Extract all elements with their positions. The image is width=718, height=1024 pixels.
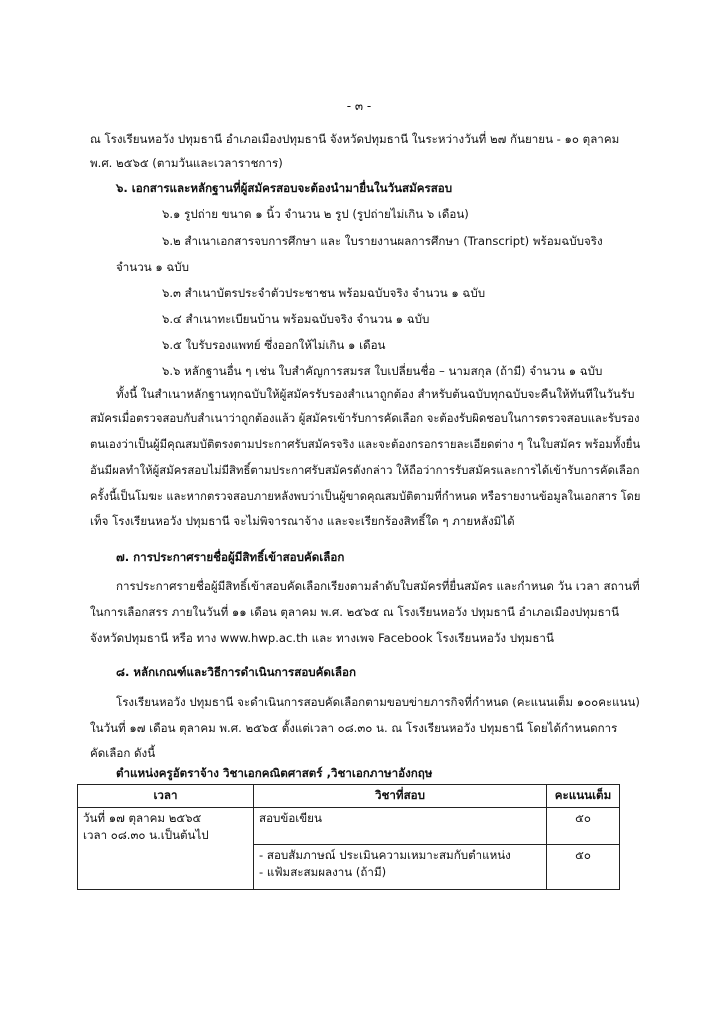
- paragraph-line: ในวันที่ ๑๗ เดือน ตุลาคม พ.ศ. ๒๕๖๕ ตั้งแต่เวลา ๐๘.๓๐ น. ณ โรงเรียนหอวัง ปทุมธานี โดยได้กำหนดการ: [90, 721, 618, 735]
- subject-cell: สอบข้อเขียน: [254, 808, 547, 845]
- score-cell: ๕๐: [547, 845, 620, 890]
- list-item: ๖.๒ สำเนาเอกสารจบการศึกษา และ ใบรายงานผลการศึกษา (Transcript) พร้อมฉบับจริง: [162, 234, 603, 248]
- page-number: - ๓ -: [346, 99, 372, 113]
- paragraph-line: คัดเลือก ดังนี้: [90, 746, 156, 760]
- list-item: ๖.๓ สำเนาบัตรประจำตัวประชาชน พร้อมฉบับจริง จำนวน ๑ ฉบับ: [162, 286, 486, 300]
- subject-line: - สอบสัมภาษณ์ ประเมินความเหมาะสมกับตำแหน่ง: [259, 848, 511, 862]
- section-6-heading: ๖. เอกสารและหลักฐานที่ผู้สมัครสอบจะต้องนำมายื่นในวันสมัครสอบ: [116, 181, 453, 195]
- list-item: ๖.๑ รูปถ่าย ขนาด ๑ นิ้ว จำนวน ๒ รูป (รูปถ่ายไม่เกิน ๖ เดือน): [162, 207, 469, 221]
- paragraph-line: พ.ศ. ๒๕๖๕ (ตามวันและเวลาราชการ): [90, 156, 283, 170]
- paragraph-line: ทั้งนี้ ในสำเนาหลักฐานทุกฉบับให้ผู้สมัครรับรองสำเนาถูกต้อง สำหรับต้นฉบับทุกฉบับจะคืนให้ทันทีในวันรับ: [116, 387, 635, 401]
- header-score: คะแนนเต็ม: [547, 785, 620, 808]
- header-subject: วิชาที่สอบ: [254, 785, 547, 808]
- paragraph-line: อันมีผลทำให้ผู้สมัครสอบไม่มีสิทธิ์ตามประกาศรับสมัครดังกล่าว ให้ถือว่าการรับสมัครและการได้เข้ารับการคัดเลือก: [90, 463, 640, 477]
- paragraph-line: ครั้งนี้เป็นโมฆะ และหากตรวจสอบภายหลังพบว่าเป็นผู้ขาดคุณสมบัติตามที่กำหนด หรือรายงานข้อมูลในเอกสาร โดย: [90, 489, 641, 503]
- time-cell: [78, 808, 254, 890]
- score-cell: ๕๐: [547, 808, 620, 845]
- paragraph-line: การประกาศรายชื่อผู้มีสิทธิ์เข้าสอบคัดเลือกเรียงตามลำดับใบสมัครที่ยื่นสมัคร และกำหนด วัน เวลา สถานที่: [116, 579, 640, 593]
- section-7-heading: ๗. การประกาศรายชื่อผู้มีสิทธิ์เข้าสอบคัดเลือก: [116, 550, 345, 564]
- subject-line: - แฟ้มสะสมผลงาน (ถ้ามี): [259, 865, 387, 879]
- paragraph-line: ในการเลือกสรร ภายในวันที่ ๑๑ เดือน ตุลาคม พ.ศ. ๒๕๖๕ ณ โรงเรียนหอวัง ปทุมธานี อำเภอเมืองปทุมธานี: [90, 605, 620, 619]
- subject-cell: [254, 845, 547, 890]
- paragraph-line: เท็จ โรงเรียนหอวัง ปทุมธานี จะไม่พิจารณาจ้าง และจะเรียกร้องสิทธิ์ใด ๆ ภายหลังมิได้: [90, 514, 515, 528]
- exam-schedule-table: [77, 784, 620, 890]
- paragraph-line: จังหวัดปทุมธานี หรือ ทาง www.hwp.ac.th และ ทางเพจ Facebook โรงเรียนหอวัง ปทุมธานี: [90, 631, 554, 645]
- list-item: ๖.๖ หลักฐานอื่น ๆ เช่น ใบสำคัญการสมรส ใบเปลี่ยนชื่อ – นามสกุล (ถ้ามี) จำนวน ๑ ฉบับ: [162, 364, 603, 378]
- paragraph-line: สมัครเมื่อตรวจสอบกับสำเนาว่าถูกต้องแล้ว ผู้สมัครเข้ารับการคัดเลือก จะต้องรับผิดชอบในการตรวจสอบและรับรอง: [90, 411, 640, 425]
- table-header-row: [78, 785, 620, 808]
- list-item: ๖.๔ สำเนาทะเบียนบ้าน พร้อมฉบับจริง จำนวน ๑ ฉบับ: [162, 312, 430, 326]
- paragraph-line: ตนเองว่าเป็นผู้มีคุณสมบัติตรงตามประกาศรับสมัครจริง และจะต้องกรอกรายละเอียดต่าง ๆ ในใบสมัคร พร้อมทั้งยื่น: [90, 437, 641, 451]
- list-item: ๖.๕ ใบรับรองแพทย์ ซึ่งออกให้ไม่เกิน ๑ เดือน: [162, 338, 386, 352]
- exam-time: เวลา ๐๘.๓๐ น.เป็นต้นไป: [83, 828, 209, 842]
- header-time: เวลา: [78, 785, 254, 808]
- section-8-heading: ๘. หลักเกณฑ์และวิธีการดำเนินการสอบคัดเลือก: [116, 665, 357, 679]
- position-title: ตำแหน่งครูอัตราจ้าง วิชาเอกคณิตศาสตร์ ,วิชาเอกภาษาอังกฤษ: [116, 766, 433, 780]
- table-row: [78, 808, 620, 845]
- list-item-continuation: จำนวน ๑ ฉบับ: [116, 260, 190, 274]
- paragraph-line: ณ โรงเรียนหอวัง ปทุมธานี อำเภอเมืองปทุมธานี จังหวัดปทุมธานี ในระหว่างวันที่ ๒๗ กันยายน - ๑๐ ตุลาคม: [90, 132, 620, 146]
- exam-date: วันที่ ๑๗ ตุลาคม ๒๕๖๕: [83, 811, 202, 825]
- paragraph-line: โรงเรียนหอวัง ปทุมธานี จะดำเนินการสอบคัดเลือกตามขอบข่ายภารกิจที่กำหนด (คะแนนเต็ม ๑๐๐คะแนน): [116, 695, 640, 709]
